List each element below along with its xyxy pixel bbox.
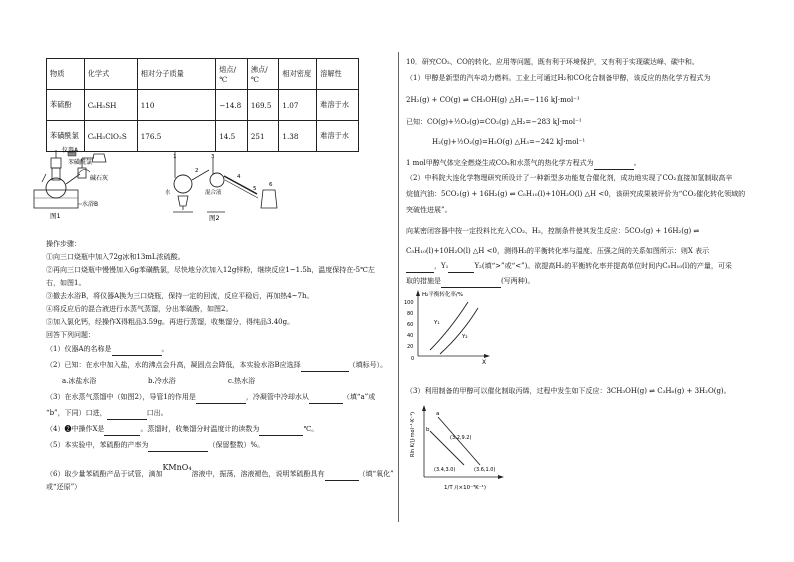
question-3-cont: [46, 407, 168, 420]
q10-part-2f: [406, 260, 732, 273]
answer-blank[interactable]: [259, 427, 303, 436]
table-cell: −14.8: [216, 90, 248, 121]
question-5-text-b: （保留整数）%。: [208, 441, 265, 449]
question-1: （1）仪器A的名称是 。: [46, 343, 169, 356]
q10-part-2e: C₅H₁₀(l)+10H₂O(l) △H <0，测得H₂的平衡转化率与温度、压强之间的关系如图所示：则X 表示: [406, 247, 710, 255]
fig1-label-soda-lime: 碱石灰: [90, 175, 109, 182]
properties-table: [46, 58, 359, 152]
answer-blank[interactable]: [112, 347, 162, 356]
question-3-text-e: 口出。: [146, 409, 168, 417]
answer-blank[interactable]: [104, 427, 140, 436]
table-cell: 110: [137, 90, 216, 121]
graph2-line-a: [438, 417, 480, 465]
option-a: a.冰盐水浴: [62, 377, 97, 385]
q10-ask-1: 1 mol甲醇气体完全燃烧生成CO₂和水蒸气的热化学方程式为 。: [406, 157, 641, 170]
fig2-label-water: 水: [165, 190, 171, 196]
question-2-text: （2）已知：在水中加入盐，水的沸点会升高，凝固点会降低，本实验水浴B应选择: [46, 361, 301, 369]
table-cell: C₆H₅ClO₂S: [84, 121, 137, 152]
table-header-row: [47, 59, 359, 90]
fig2-label-mixture: 混合液: [205, 190, 222, 196]
answer-blank[interactable]: [301, 363, 349, 372]
question-5-text: （5）本实验中，苯硫酚的产率为: [46, 441, 149, 449]
q10-ask-1-text: 1 mol甲醇气体完全燃烧生成CO₂和水蒸气的热化学方程式为: [406, 159, 594, 167]
question-4-text-b: 。蒸馏时，收集馏分时温度计的读数为: [140, 425, 260, 433]
graph2-label-a: a: [436, 411, 440, 417]
step-5: ⑤加入氯化钙，经操作X得粗品3.59g。再进行蒸馏，收集馏分，得纯品3.40g。: [46, 318, 295, 326]
question-4: [46, 423, 318, 436]
question-6-text-b: 溶液中，振荡，溶液褪色，说明苯硫酚具有: [191, 470, 325, 478]
table-header: 相对分子质量: [137, 59, 216, 90]
equation-1: 2H₂(g) + CO(g) ⇌ CH₃OH(g) △H₁=−116 kJ·mol⁻¹: [406, 96, 580, 104]
option-c: c.热水浴: [228, 377, 256, 385]
answer-blank[interactable]: [196, 395, 246, 404]
fig2-label-4: 4: [237, 174, 241, 180]
figure-2-apparatus: [165, 150, 285, 222]
graph1-ytick: 40: [407, 333, 414, 339]
graph1-label-y2: Y₂: [462, 334, 468, 340]
graph-h2-conversion: [400, 290, 500, 368]
graph2-ylabel: Rln K/(J·mol⁻¹·K⁻¹): [410, 411, 416, 457]
graph1-xlabel: X: [482, 359, 487, 366]
table-row: [47, 90, 359, 121]
answer-blank[interactable]: [406, 264, 434, 273]
question-3-text-c: （填“a”或: [342, 393, 376, 401]
table-header: 相对密度: [279, 59, 317, 90]
kmno4-formula: KMnO₄: [162, 463, 192, 472]
answer-blank[interactable]: [594, 161, 634, 170]
question-6-text: （6）取少量苯硫酚产品于试管，滴加: [46, 470, 163, 478]
known-equation-3: H₂(g)+½O₂(g)=H₂O(g) △H₃=−242 kJ·mol⁻¹: [432, 138, 586, 146]
fig2-label-5: 5: [253, 186, 257, 192]
graph1-ytick: 0: [411, 356, 415, 362]
fig2-label-1: 1: [173, 154, 177, 160]
step-4: ④将反应后的混合液进行水蒸气蒸馏，分出苯硫酚，如图2。: [46, 305, 233, 313]
graph1-label-y1: Y₁: [434, 320, 440, 326]
table-cell: 251: [247, 121, 279, 152]
answer-blank[interactable]: [107, 411, 147, 420]
fig1-caption: 图1: [50, 212, 61, 220]
graph2-point: (3.4,3.0): [434, 467, 456, 473]
q10-part-2a: （2）中科院大连化学物理研究所设计了一种新型多功能复合催化剂，成功地实现了CO₂直接加氢制取高辛: [406, 174, 733, 182]
table-cell: 难溶于水: [317, 90, 359, 121]
option-b: b.冷水浴: [148, 377, 176, 385]
question-2: [46, 359, 387, 372]
q10-part-2g: [406, 275, 534, 288]
q10-part-2g-text-b: (写两种)。: [501, 277, 535, 285]
step-3: ③撤去水浴B，将仪器A换为三口烧瓶，保持一定的回流，反应平稳后，再加热4~7h。: [46, 292, 314, 300]
question-3-text: （3）在水蒸气蒸馏中（如图2），导管1的作用是: [46, 393, 196, 401]
question-4-unit: ℃。: [303, 425, 319, 433]
fig2-label-6: 6: [269, 182, 273, 188]
graph1-ytick: 100: [404, 300, 414, 306]
question-3: [46, 391, 375, 404]
step-2: ②再向三口烧瓶中慢慢加入6g苯磺酰氯，尽快地分次加入12g锌粉，继续反应1~1.5h，温度保持在-5℃左: [46, 266, 375, 274]
table-cell: 14.5: [216, 121, 248, 152]
questions-heading: 回答下列问题：: [46, 331, 95, 339]
graph2-point: (3.6,1.0): [474, 467, 496, 473]
fig2-label-2: 2: [195, 168, 199, 174]
table-cell: 苯磺酰氯: [47, 121, 85, 152]
table-cell: 1.38: [279, 121, 317, 152]
fig2-label-3: 3: [211, 154, 215, 160]
q10-part-2f-text-b: Y₂(填“>”或“<”)。欲提高H₂的平衡转化率并提高单位时间内C₅H₁₀(l)的产量，可采: [474, 262, 732, 270]
graph2-point: (3.2,9.2): [450, 435, 472, 441]
question-5: [46, 439, 264, 452]
table-cell: 难溶于水: [317, 121, 359, 152]
q10-part-2c: 突破性进展”。: [406, 206, 452, 214]
graph1-ytick: 20: [407, 344, 414, 350]
graph2-xlabel: 1/T /(×10⁻³K⁻¹): [444, 485, 487, 491]
table-header: 化学式: [84, 59, 137, 90]
table-header: 沸点/℃: [247, 59, 279, 90]
fig1-label-water-bath: 水浴B: [82, 201, 99, 208]
step-1: ①向三口烧瓶中加入72g冰和13mL浓硫酸。: [46, 253, 185, 261]
graph1-ylabel: H₂平衡转化率/%: [422, 292, 463, 298]
question-10-title: 10．研究CO₂、CO的转化、应用等问题，既有利于环境保护，又有利于实现碳达峰、碳中和。: [406, 58, 699, 66]
table-header: 物质: [47, 59, 85, 90]
q10-part-1: （1）甲醇是新型的汽车动力燃料。工业上可通过H₂和CO化合制备甲醇，该反应的热化学方程式为: [406, 74, 711, 82]
question-6: [46, 463, 394, 481]
table-cell: 176.5: [137, 121, 216, 152]
q10-part-3: （3）利用制备的甲醇可以催化制取丙烯，过程中发生如下反应：3CH₃OH(g) ⇌ C₃H₆(g) + 3H₂O(g)。: [406, 387, 731, 395]
graph-rlnk: [400, 405, 510, 495]
table-cell: 169.5: [247, 90, 279, 121]
question-1-text: （1）仪器A的名称是: [46, 345, 112, 353]
answer-blank[interactable]: [148, 443, 208, 452]
graph1-ytick: 60: [407, 322, 414, 328]
q10-part-2d: 向某密闭容器中按一定投料比充入CO₂、H₂，控制条件使其发生反应：5CO₂(g) + 16H₂(g) ⇌: [406, 227, 700, 235]
fig1-label-reagent: 苯磺酰氯: [68, 159, 93, 166]
graph1-ytick: 80: [407, 311, 414, 317]
answer-blank[interactable]: [448, 264, 474, 273]
graph1-series-y1: [430, 302, 468, 350]
question-6-cont: 或“还原”）: [46, 483, 82, 491]
known-equation-2: 已知：CO(g)+½O₂(g)=CO₂(g) △H₂=−283 kJ·mol⁻¹: [406, 118, 582, 126]
graph2-label-b: b: [426, 427, 430, 433]
table-header: 溶解性: [317, 59, 359, 90]
steps-heading: 操作步骤：: [46, 240, 81, 248]
fig2-caption: 图2: [209, 214, 220, 222]
figure-1-apparatus: [20, 146, 140, 224]
table-cell: 1.07: [279, 90, 317, 121]
answer-blank[interactable]: [441, 279, 501, 288]
q10-part-2b: 烷值汽油：5CO₂(g) + 16H₂(g) ⇌ C₅H₁₀(l)+10H₂O(l) △H <0，该研究成果被评价为“CO₂催化转化领域的: [406, 190, 746, 198]
question-2-suffix: （填标号）。: [348, 361, 388, 369]
table-header: 熔点/℃: [216, 59, 248, 90]
q10-part-2f-text: ，Y₁: [434, 262, 449, 270]
question-3-text-d: “b”，下同）口进，: [46, 409, 107, 417]
answer-blank[interactable]: [309, 395, 343, 404]
question-4-text: （4）➋中操作X是: [46, 425, 105, 433]
question-6-text-c: （填“氧化”: [358, 470, 394, 478]
column-divider: [398, 52, 399, 522]
step-2-cont: 右，如图1。: [46, 279, 86, 287]
table-cell: C₆H₅SH: [84, 90, 137, 121]
answer-blank[interactable]: [325, 472, 359, 481]
fig1-label-instrument-a: 仪器A: [62, 147, 79, 154]
question-3-text-b: ，冷凝管中冷却水从: [245, 393, 309, 401]
q10-part-2g-text: 取的措施是: [406, 277, 441, 285]
table-cell: 苯硫酚: [47, 90, 85, 121]
